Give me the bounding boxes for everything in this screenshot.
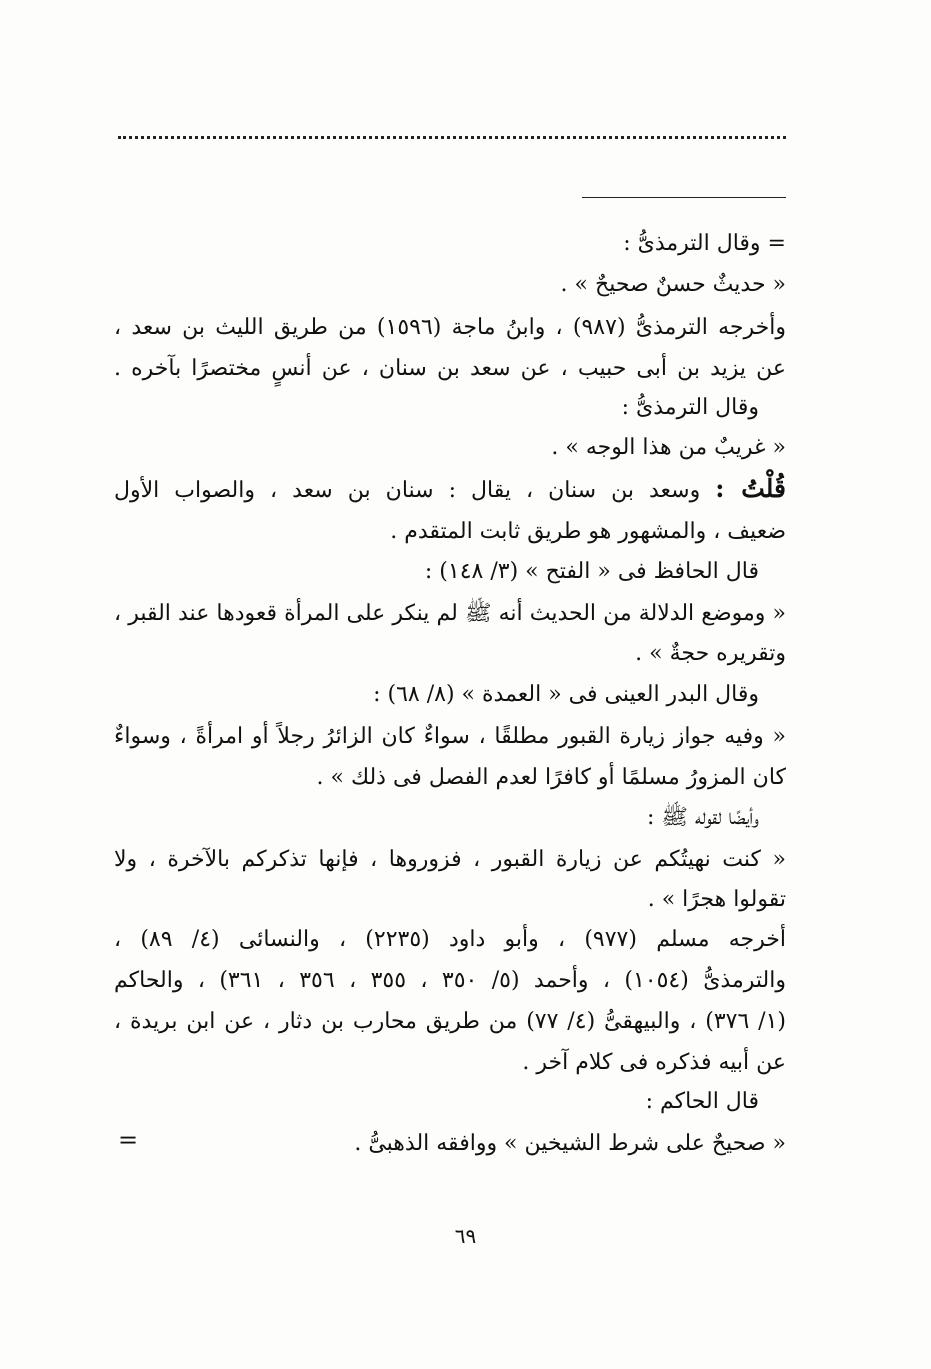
text-line: = وقال الترمذىُّ : <box>623 231 786 256</box>
dotted-separator <box>118 136 786 139</box>
text-line: كان المزورُ مسلمًا أو كافرًا لعدم الفصل فى ذلك » . <box>316 765 786 790</box>
qult-label: قُلْتُ : <box>715 474 786 503</box>
page-number: ٦٩ <box>454 1224 477 1248</box>
continuation-mark: = <box>118 1126 139 1154</box>
text-line: « وموضع الدلالة من الحديث أنه ﷺ لم ينكر على المرأة قعودها عند القبر ، <box>114 601 786 626</box>
text-line: قال الحافظ فى « الفتح » (٣/ ١٤٨) : <box>424 559 759 584</box>
qult-text: وسعد بن سنان ، يقال : سنان بن سعد ، والصواب الأول <box>114 478 701 503</box>
text-line: عن يزيد بن أبى حبيب ، عن سعد بن سنان ، عن أنسٍ مختصرًا بآخره . <box>114 356 786 381</box>
text-line: قال الحاكم : <box>645 1089 759 1114</box>
text-line-qult <box>114 469 786 509</box>
text-line: « كنت نهيتُكم عن زيارة القبور ، فزوروها ، فإنها تذكركم بالآخرة ، ولا <box>114 847 786 872</box>
text-line: وأخرجه الترمذىُّ (٩٨٧) ، وابنُ ماجة (١٥٩٦) من طريق الليث بن سعد ، <box>114 315 786 340</box>
text-line: (١/ ٣٧٦) ، والبيهقىُّ (٤/ ٧٧) من طريق محارب بن دثار ، عن ابن بريدة ، <box>114 1009 787 1034</box>
text-line: « حديثٌ حسنٌ صحيحٌ » . <box>560 272 786 297</box>
text-line: عن أبيه فذكره فى كلام آخر . <box>522 1050 786 1075</box>
text-line: والترمذىُّ (١٠٥٤) ، وأحمد (٥/ ٣٥٠ ، ٣٥٥ ، ٣٥٦ ، ٣٦١) ، والحاكم <box>114 968 786 993</box>
text-line: وتقريره حجةٌ » . <box>635 641 786 666</box>
text-line: « وفيه جواز زيارة القبور مطلقًا ، سواءٌ كان الزائرُ رجلاً أو امرأةً ، وسواءٌ <box>114 724 786 749</box>
text-line: وقال البدر العينى فى « العمدة » (٨/ ٦٨) : <box>373 682 759 707</box>
text-line: « صحيحٌ على شرط الشيخين » ووافقه الذهبىُّ . <box>354 1131 786 1156</box>
text-line: « غريبٌ من هذا الوجه » . <box>551 435 786 460</box>
text-line: وأيضًا لقوله ﷺ : <box>646 805 759 830</box>
text-line: أخرجه مسلم (٩٧٧) ، وأبو داود (٢٢٣٥) ، والنسائى (٤/ ٨٩) ، <box>114 927 787 952</box>
footnote-rule <box>582 197 786 198</box>
text-line: تقولوا هجرًا » . <box>647 887 786 912</box>
text-line: ضعيف ، والمشهور هو طريق ثابت المتقدم . <box>390 519 786 544</box>
text-line: وقال الترمذىُّ : <box>621 395 759 420</box>
